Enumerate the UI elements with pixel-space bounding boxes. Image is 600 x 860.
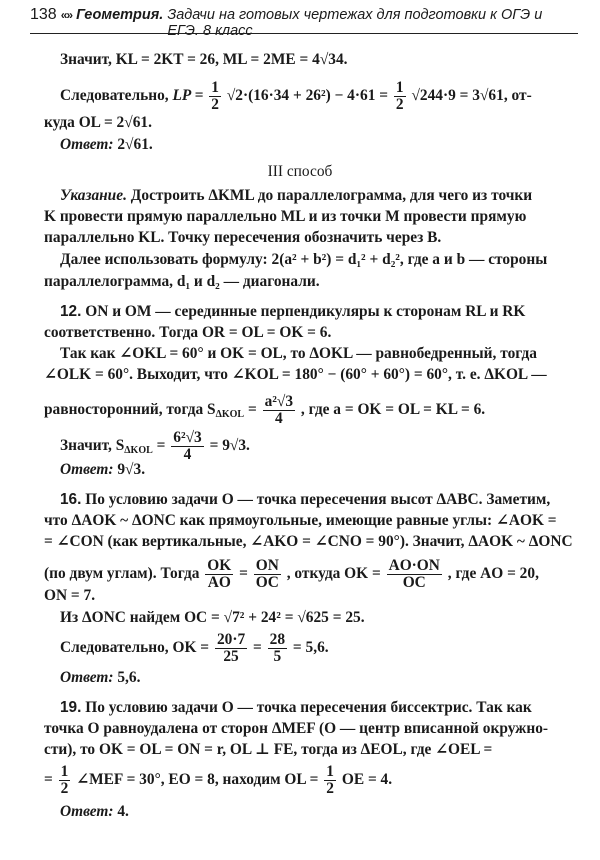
problem-number: 19. xyxy=(60,699,82,716)
problem-number: 12. xyxy=(60,303,82,320)
method-heading: III способ xyxy=(267,163,333,180)
problem-19-line: 19. По условию задачи O — точка пересечения биссектрис. Так как xyxy=(60,699,532,716)
text-line: Следовательно, LP = $\frac{1}{2}$ √2·(16·34 + 26²) − 4·61 = $\frac{1}{2}$ √244·9 = 3√61, от- xyxy=(60,79,532,113)
hint-line: Далее использовать формулу: 2(a² + b²) = d₁² + d₂², где a и b — стороны xyxy=(60,251,548,268)
running-header xyxy=(30,6,570,39)
problem-19-line: сти), то OK = OL = ON = r, OL ⊥ FE, тогда из ΔEOL, где ∠OEL = xyxy=(44,741,493,758)
problem-16-line: = ∠CON (как вертикальные, ∠AKO = ∠CNO = 90°). Значит, ΔAOK ~ ΔONC xyxy=(44,533,573,550)
problem-16-line: что ΔAOK ~ ΔONC как прямоугольные, имеющие равные углы: ∠AOK = xyxy=(44,512,557,529)
problem-12-line: 12. ON и OM — серединные перпендикуляры к сторонам RL и RK xyxy=(60,303,526,320)
problem-number: 16. xyxy=(60,491,82,508)
problem-16-line: Из ΔONC найдем OC = √7² + 24² = √625 = 25. xyxy=(60,609,365,626)
text-line: Значит, KL = 2KT = 26, ML = 2ME = 4√34. xyxy=(60,51,348,68)
answer-line: Ответ: 9√3. xyxy=(60,461,146,478)
problem-12-line: равносторонний, тогда $S_{\Delta KOL}$ = $\frac{\text{a²√3}}{4}$ , где a = OK = OL = KL = 6. xyxy=(44,393,486,427)
header-rule xyxy=(30,33,578,34)
problem-12-line: соответственно. Тогда OR = OL = OK = 6. xyxy=(44,324,332,341)
hint-line: Указание. Достроить ΔKML до параллелограмма, для чего из точки xyxy=(60,187,533,204)
hint-line: K провести прямую параллельно ML и из точки M провести прямую xyxy=(44,208,527,225)
problem-19-line: точка O равноудалена от сторон ΔMEF (O — центр вписанной окружно- xyxy=(44,720,549,737)
book-title: Геометрия. xyxy=(76,7,164,23)
problem-16-line: (по двум углам). Тогда $\frac{OK}{AO}$ = $\frac{ON}{OC}$ , откуда OK = $\frac{AO\cdot ON}{OC}$ , где AO = 20, xyxy=(44,557,539,591)
hint-line: параллелограмма, d₁ и d₂ — диагонали. xyxy=(44,273,320,290)
answer-line: Ответ: 2√61. xyxy=(60,136,153,153)
book-subtitle: Задачи на готовых чертежах для подготовки к ОГЭ и ЕГЭ. 8 класс xyxy=(167,7,543,39)
page-number: 138 xyxy=(30,6,57,23)
header-ornament: «» xyxy=(60,8,73,22)
problem-12-line: Так как ∠OKL = 60° и OK = OL, то ΔOKL — равнобедренный, тогда xyxy=(60,345,537,362)
problem-12-line: Значит, $S_{\Delta KOL}$ = $\frac{\text{6²√3}}{4}$ = 9√3. xyxy=(60,429,250,463)
problem-16-line: 16. По условию задачи O — точка пересечения высот ΔABC. Заметим, xyxy=(60,491,551,508)
problem-19-line: = $\frac{1}{2}$ ∠MEF = 30°, EO = 8, находим OL = $\frac{1}{2}$ OE = 4. xyxy=(44,763,393,797)
problem-16-line: Следовательно, OK = $\frac{20\cdot 7}{25}$ = $\frac{28}{5}$ = 5,6. xyxy=(60,631,329,665)
answer-line: Ответ: 5,6. xyxy=(60,669,141,686)
answer-line: Ответ: 4. xyxy=(60,803,129,820)
text-line: куда OL = 2√61. xyxy=(44,114,152,131)
problem-12-line: ∠OLK = 60°. Выходит, что ∠KOL = 180° − (60° + 60°) = 60°, т. е. ΔKOL — xyxy=(44,366,547,383)
hint-line: параллельно KL. Точку пересечения обозначить через B. xyxy=(44,229,442,246)
problem-16-line: ON = 7. xyxy=(44,587,96,604)
